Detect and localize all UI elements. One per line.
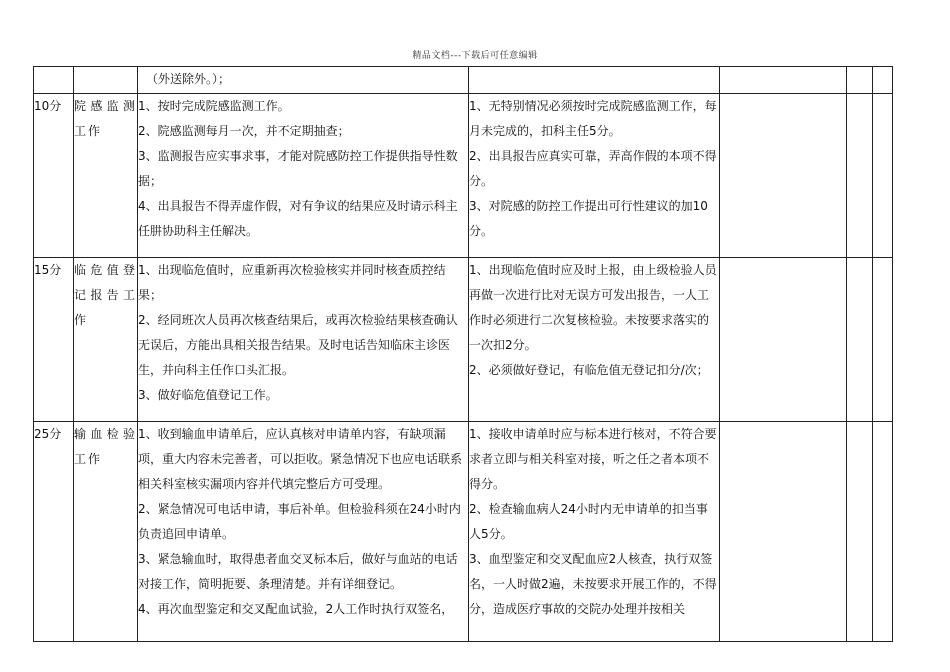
method-line: 2、出具报告应真实可靠，弄高作假的本项不得分。	[469, 149, 717, 188]
extra-cell	[847, 422, 873, 642]
standard-line: 4、再次血型鉴定和交叉配血试验，2人工作时执行双签名，	[138, 602, 454, 616]
extra-cell	[720, 422, 847, 642]
table-row-infection-monitoring	[34, 94, 893, 258]
standard-line: （外送除外。）；	[146, 72, 231, 86]
standard-line: 3、监测报告应实事求事，才能对院感防控工作提供指导性数据；	[138, 149, 458, 188]
extra-cell	[873, 94, 893, 258]
extra-cell	[847, 94, 873, 258]
score-cell: 25分	[34, 422, 74, 642]
table-row-critical-value	[34, 258, 893, 422]
standard-line: 2、院感监测每月一次，并不定期抽查；	[138, 124, 350, 138]
method-cell	[469, 94, 720, 258]
extra-cell	[847, 258, 873, 422]
method-line: 2、必须做好登记，有临危值无登记扣分/次；	[469, 363, 709, 377]
item-cell: 临危值登记报告工作	[74, 258, 138, 422]
score-cell	[34, 67, 74, 94]
standard-cell	[138, 94, 469, 258]
extra-cell	[847, 67, 873, 94]
method-cell	[469, 67, 720, 94]
standard-line: 4、出具报告不得弄虚作假，对有争议的结果应及时请示科主任肼协助科主任解决。	[138, 199, 458, 238]
table-row-continuation	[34, 67, 893, 94]
extra-cell	[873, 422, 893, 642]
method-cell	[469, 258, 720, 422]
extra-cell	[873, 258, 893, 422]
extra-cell	[720, 67, 847, 94]
standard-line: 1、按时完成院感监测工作。	[138, 99, 290, 113]
method-line: 1、出现临危值时应及时上报，由上级检验人员再做一次进行比对无误方可发出报告，一人工作时必须进行二次复核检验。未按要求落实的一次扣2分。	[469, 263, 717, 352]
standard-cell	[138, 422, 469, 642]
item-cell: 院感监测工作	[74, 94, 138, 258]
standard-line: 1、收到输血申请单后，应认真核对申请单内容，有缺项漏项，重大内容未完善者，可以拒收。紧急情况下也应电话联系相关科室核实漏项内容并代填完整后方可受理。	[138, 427, 463, 491]
standard-cell	[138, 258, 469, 422]
method-line: 3、血型鉴定和交叉配血应2人核查，执行双签名，一人时做2遍，未按要求开展工作的，不得分，造成医疗事故的交院办处理并按相关	[469, 552, 717, 616]
standard-line: 1、出现临危值时，应重新再次检验核实并同时核查质控结果；	[138, 263, 446, 302]
method-line: 2、检查输血病人24小时内无申请单的扣当事人5分。	[469, 502, 708, 541]
extra-cell	[873, 67, 893, 94]
item-cell: 输血检验工作	[74, 422, 138, 642]
standard-line: 3、紧急输血时，取得患者血交叉标本后，做好与血站的电话对接工作，简明扼要、条理清楚。并有详细登记。	[138, 552, 458, 591]
item-cell	[74, 67, 138, 94]
standard-line: 2、紧急情况可电话申请，事后补单。但检验科须在24小时内负责追回申请单。	[138, 502, 461, 541]
extra-cell	[720, 94, 847, 258]
extra-cell	[720, 258, 847, 422]
table-row-blood-transfusion	[34, 422, 893, 642]
standard-cell	[138, 67, 469, 94]
assessment-table	[33, 66, 893, 642]
method-cell	[469, 422, 720, 642]
score-cell: 15分	[34, 258, 74, 422]
document-header-note: 精品文档---下载后可任意编辑	[412, 51, 538, 61]
method-line: 1、接收申请单时应与标本进行核对，不符合要求者立即与相关科室对接，听之任之者本项不得分。	[469, 427, 717, 491]
method-line: 3、对院感的防控工作提出可行性建议的加10分。	[469, 199, 708, 238]
score-cell: 10分	[34, 94, 74, 258]
method-line: 1、无特别情况必须按时完成院感监测工作，每月未完成的，扣科主任5分。	[469, 99, 717, 138]
standard-line: 3、做好临危值登记工作。	[138, 388, 278, 402]
standard-line: 2、经同班次人员再次核查结果后，或再次检验结果核查确认无误后，方能出具相关报告结果。及时电话告知临床主诊医生，并向科主任作口头汇报。	[138, 313, 458, 377]
